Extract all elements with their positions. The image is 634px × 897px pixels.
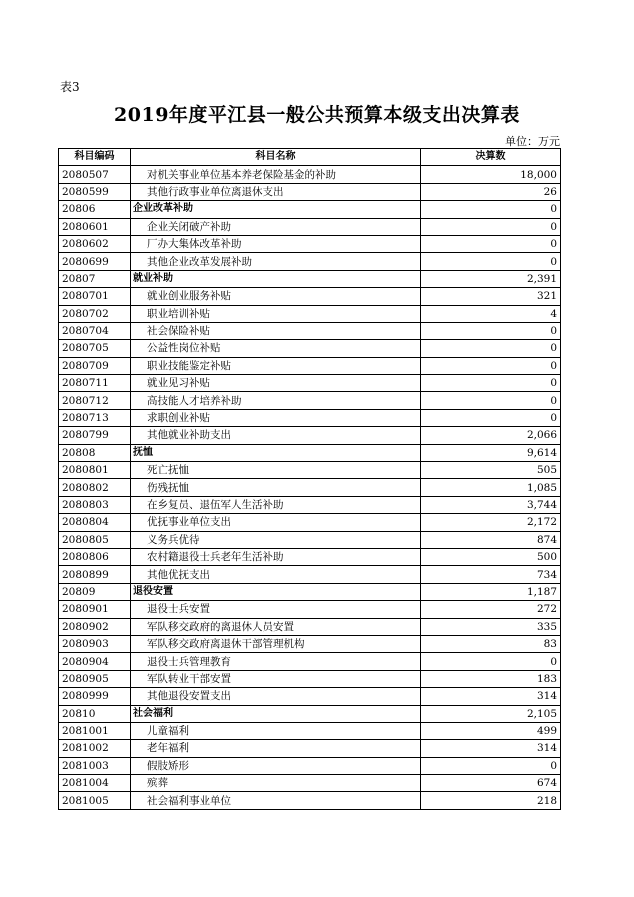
cell-amount: 500: [421, 548, 561, 565]
cell-code: 2080905: [59, 670, 131, 687]
cell-amount: 321: [421, 288, 561, 305]
cell-code: 20806: [59, 201, 131, 218]
cell-name: 军队转业干部安置: [131, 670, 421, 687]
cell-amount: 674: [421, 775, 561, 792]
cell-code: 20808: [59, 444, 131, 461]
cell-amount: 0: [421, 375, 561, 392]
table-row: [59, 688, 561, 705]
cell-name: 抚恤: [131, 444, 421, 461]
cell-code: 20810: [59, 705, 131, 722]
cell-amount: 83: [421, 635, 561, 652]
cell-code: 2080713: [59, 409, 131, 426]
cell-amount: 0: [421, 322, 561, 339]
table-row: [59, 548, 561, 565]
cell-code: 2080601: [59, 218, 131, 235]
cell-code: 2080599: [59, 183, 131, 200]
cell-code: 2080806: [59, 548, 131, 565]
cell-code: 2081005: [59, 792, 131, 809]
table-row: [59, 722, 561, 739]
cell-code: 2080802: [59, 479, 131, 496]
cell-amount: 26: [421, 183, 561, 200]
cell-name: 义务兵优待: [131, 531, 421, 548]
cell-amount: 874: [421, 531, 561, 548]
table-row: [59, 462, 561, 479]
cell-name: 退役士兵管理教育: [131, 653, 421, 670]
table-row: [59, 444, 561, 461]
cell-amount: 0: [421, 218, 561, 235]
cell-code: 2080902: [59, 618, 131, 635]
cell-name: 企业关闭破产补助: [131, 218, 421, 235]
cell-name: 就业创业服务补贴: [131, 288, 421, 305]
cell-amount: 734: [421, 566, 561, 583]
cell-code: 2080701: [59, 288, 131, 305]
cell-amount: 0: [421, 653, 561, 670]
table-body: [59, 166, 561, 809]
cell-name: 其他就业补助支出: [131, 427, 421, 444]
table-row: [59, 288, 561, 305]
cell-name: 殡葬: [131, 775, 421, 792]
table-row: [59, 427, 561, 444]
cell-amount: 2,172: [421, 514, 561, 531]
cell-amount: 0: [421, 340, 561, 357]
cell-name: 就业补助: [131, 270, 421, 287]
table-row: [59, 653, 561, 670]
cell-code: 2080602: [59, 235, 131, 252]
table-row: [59, 479, 561, 496]
cell-name: 假肢矫形: [131, 757, 421, 774]
table-row: [59, 270, 561, 287]
cell-amount: 499: [421, 722, 561, 739]
cell-amount: 0: [421, 757, 561, 774]
table-row: [59, 375, 561, 392]
table-row: [59, 322, 561, 339]
cell-amount: 272: [421, 601, 561, 618]
table-row: [59, 792, 561, 809]
cell-amount: 314: [421, 740, 561, 757]
cell-name: 公益性岗位补贴: [131, 340, 421, 357]
cell-name: 儿童福利: [131, 722, 421, 739]
cell-code: 2081002: [59, 740, 131, 757]
cell-amount: 4: [421, 305, 561, 322]
cell-amount: 2,391: [421, 270, 561, 287]
cell-code: 20809: [59, 583, 131, 600]
page-title: 2019年度平江县一般公共预算本级支出决算表: [114, 104, 520, 126]
cell-name: 其他退役安置支出: [131, 688, 421, 705]
cell-name: 职业培训补贴: [131, 305, 421, 322]
cell-name: 在乡复员、退伍军人生活补助: [131, 496, 421, 513]
cell-amount: 3,744: [421, 496, 561, 513]
cell-amount: 314: [421, 688, 561, 705]
cell-name: 伤残抚恤: [131, 479, 421, 496]
cell-name: 其他优抚支出: [131, 566, 421, 583]
cell-name: 企业改革补助: [131, 201, 421, 218]
table-row: [59, 357, 561, 374]
expenditure-table: [58, 148, 561, 810]
table-row: [59, 183, 561, 200]
cell-code: 2080799: [59, 427, 131, 444]
cell-code: 2080999: [59, 688, 131, 705]
cell-name: 社会福利: [131, 705, 421, 722]
cell-code: 2080904: [59, 653, 131, 670]
table-row: [59, 583, 561, 600]
cell-name: 就业见习补贴: [131, 375, 421, 392]
cell-name: 社会福利事业单位: [131, 792, 421, 809]
cell-code: 2080899: [59, 566, 131, 583]
cell-code: 2080699: [59, 253, 131, 270]
cell-code: 2081004: [59, 775, 131, 792]
cell-code: 2080805: [59, 531, 131, 548]
cell-amount: 18,000: [421, 166, 561, 183]
table-row: [59, 531, 561, 548]
table-row: [59, 618, 561, 635]
header-code: 科目编码: [59, 149, 131, 166]
table-row: [59, 392, 561, 409]
cell-name: 厂办大集体改革补助: [131, 235, 421, 252]
cell-amount: 1,085: [421, 479, 561, 496]
cell-code: 2080804: [59, 514, 131, 531]
cell-name: 其他企业改革发展补助: [131, 253, 421, 270]
cell-amount: 218: [421, 792, 561, 809]
table-header-row: [59, 149, 561, 166]
cell-amount: 0: [421, 357, 561, 374]
cell-code: 2081001: [59, 722, 131, 739]
cell-code: 2080711: [59, 375, 131, 392]
cell-amount: 0: [421, 253, 561, 270]
cell-amount: 183: [421, 670, 561, 687]
cell-code: 2080705: [59, 340, 131, 357]
table-row: [59, 253, 561, 270]
cell-name: 优抚事业单位支出: [131, 514, 421, 531]
unit-label: 单位：万元: [505, 135, 560, 148]
table-row: [59, 235, 561, 252]
cell-name: 社会保险补贴: [131, 322, 421, 339]
table-row: [59, 409, 561, 426]
cell-amount: 2,105: [421, 705, 561, 722]
cell-code: 2080801: [59, 462, 131, 479]
cell-amount: 0: [421, 201, 561, 218]
cell-name: 老年福利: [131, 740, 421, 757]
table-row: [59, 305, 561, 322]
table-row: [59, 218, 561, 235]
cell-amount: 2,066: [421, 427, 561, 444]
cell-amount: 0: [421, 409, 561, 426]
cell-name: 求职创业补贴: [131, 409, 421, 426]
cell-name: 军队移交政府离退休干部管理机构: [131, 635, 421, 652]
cell-name: 其他行政事业单位离退休支出: [131, 183, 421, 200]
cell-name: 高技能人才培养补助: [131, 392, 421, 409]
cell-amount: 335: [421, 618, 561, 635]
header-name: 科目名称: [131, 149, 421, 166]
table-row: [59, 514, 561, 531]
cell-name: 退役士兵安置: [131, 601, 421, 618]
table-row: [59, 635, 561, 652]
table-row: [59, 496, 561, 513]
table-row: [59, 166, 561, 183]
cell-name: 对机关事业单位基本养老保险基金的补助: [131, 166, 421, 183]
cell-code: 2080704: [59, 322, 131, 339]
table-label: 表3: [60, 80, 80, 94]
cell-name: 职业技能鉴定补贴: [131, 357, 421, 374]
cell-code: 2080507: [59, 166, 131, 183]
cell-code: 2080901: [59, 601, 131, 618]
cell-amount: 9,614: [421, 444, 561, 461]
cell-amount: 1,187: [421, 583, 561, 600]
cell-code: 2080803: [59, 496, 131, 513]
table-row: [59, 757, 561, 774]
cell-name: 死亡抚恤: [131, 462, 421, 479]
table-row: [59, 670, 561, 687]
cell-code: 2080903: [59, 635, 131, 652]
cell-amount: 0: [421, 235, 561, 252]
cell-code: 2080702: [59, 305, 131, 322]
table-row: [59, 775, 561, 792]
table-row: [59, 201, 561, 218]
cell-amount: 505: [421, 462, 561, 479]
cell-code: 2080709: [59, 357, 131, 374]
cell-name: 军队移交政府的离退休人员安置: [131, 618, 421, 635]
table-row: [59, 566, 561, 583]
header-amount: 决算数: [421, 149, 561, 166]
cell-code: 2080712: [59, 392, 131, 409]
cell-name: 退役安置: [131, 583, 421, 600]
table-row: [59, 705, 561, 722]
table-row: [59, 740, 561, 757]
table-row: [59, 601, 561, 618]
cell-code: 2081003: [59, 757, 131, 774]
cell-name: 农村籍退役士兵老年生活补助: [131, 548, 421, 565]
cell-code: 20807: [59, 270, 131, 287]
table-row: [59, 340, 561, 357]
cell-amount: 0: [421, 392, 561, 409]
